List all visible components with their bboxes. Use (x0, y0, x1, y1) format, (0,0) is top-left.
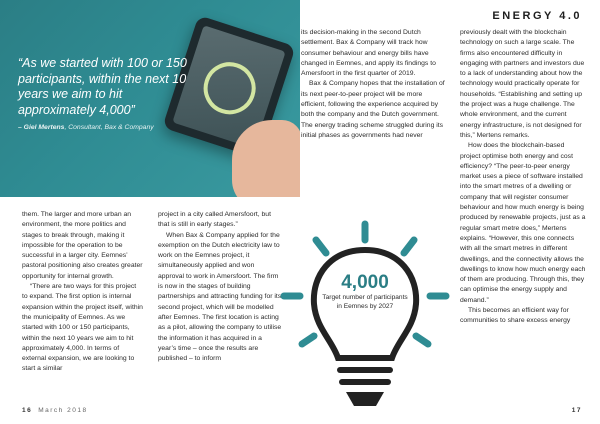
magazine-title: ENERGY 4.0 (492, 10, 582, 22)
issue-date: March 2018 (38, 407, 88, 414)
hand-illustration (232, 120, 300, 197)
article-column-2 (158, 210, 282, 364)
paragraph: How does the blockchain-based project optimise both energy and cost efficiency? “The peer-to-peer energy market uses a piece of software installed into the smart metres of a dwelling or company that will register consumer behaviour and how much energy is being produced by renewable projects, just as a regular smart metre does,” Mertens explains. “However, this one connects with all the smart metres in different dwellings, and the connectivity allows the dwellings to know how much energy each of them are producing. Through this, they can optimise the energy supply and demand.” (460, 142, 586, 304)
hero-photo (0, 0, 300, 197)
stat-value: 4,000 (341, 272, 389, 293)
attribution-role: , Consultant, Bax & Company (64, 124, 154, 131)
pull-quote: “As we started with 100 or 150 participants, within the next 10 years we aim to hit approximately 4,000” (18, 56, 187, 117)
thermostat-ring-icon (197, 55, 263, 121)
lightbulb-icon (280, 220, 450, 420)
paragraph: previously dealt with the blockchain technology on such a large scale. The firms also encountered difficulty in engaging with partners and investors due to a lack of understanding about how the technology would practically operate for households. “Establishing and setting up the project was a huge challenge. The whole environment, and the current energy infrastructure, is not designed for this,” Mertens remarks. (460, 29, 585, 139)
paragraph: This becomes an efficient way for communities to share excess energy (460, 307, 571, 325)
paragraph: When Bax & Company applied for the exemption on the Dutch electricity law to work on the Eemnes project, it simultaneously applied and won approval to work in Amersfoort. The firm is now in the stages of building partnerships and attracting funding for its second project, which will be modelled after Eemnes. The first location is acting as a pilot, allowing the company to utilise the information it has acquired in a year’s time – once the results are published – to inform (158, 231, 282, 363)
paragraph: project in a city called Amersfoort, but that is still in early stages.” (158, 211, 271, 229)
paragraph: them. The larger and more urban an environment, the more politics and stages to break through, making it impossible for the operation to be successful in a larger city. Eemnes’ pastoral positioning also creates greater opportunity for internal growth. (22, 211, 143, 280)
quote-attribution (18, 124, 208, 131)
article-column-3 (301, 28, 445, 141)
paragraph: Bax & Company hopes that the installation of its next peer-to-peer project will be more efficient, following the experience acquired by both the company and the Dutch government. The energy trading scheme struggled during its initial phases as governments had never (301, 80, 445, 139)
attribution-name: – Giel Mertens (18, 124, 65, 131)
page-number-left: 16 (22, 407, 33, 414)
article-column-1 (22, 210, 143, 375)
stat-caption: Target number of participants in Eemnes by 2027 (322, 294, 408, 310)
page-number-right: 17 (571, 407, 582, 414)
paragraph: “There are two ways for this project to expand. The first option is internal expansion within the project itself, within the municipality of Eemnes. As we started with 100 or 150 participants, within the next 10 years we aim to hit approximately 4,000. In terms of external expansion, we are looking to start a similar (22, 283, 143, 373)
paragraph: its decision-making in the second Dutch settlement. Bax & Company will track how consumer behaviour and energy bills have changed in Eemnes, and apply its findings to Amersfoort in the first quarter of 2019. (301, 29, 436, 78)
article-column-4 (460, 28, 586, 327)
stat-callout (320, 272, 410, 311)
footer-left (22, 407, 88, 414)
